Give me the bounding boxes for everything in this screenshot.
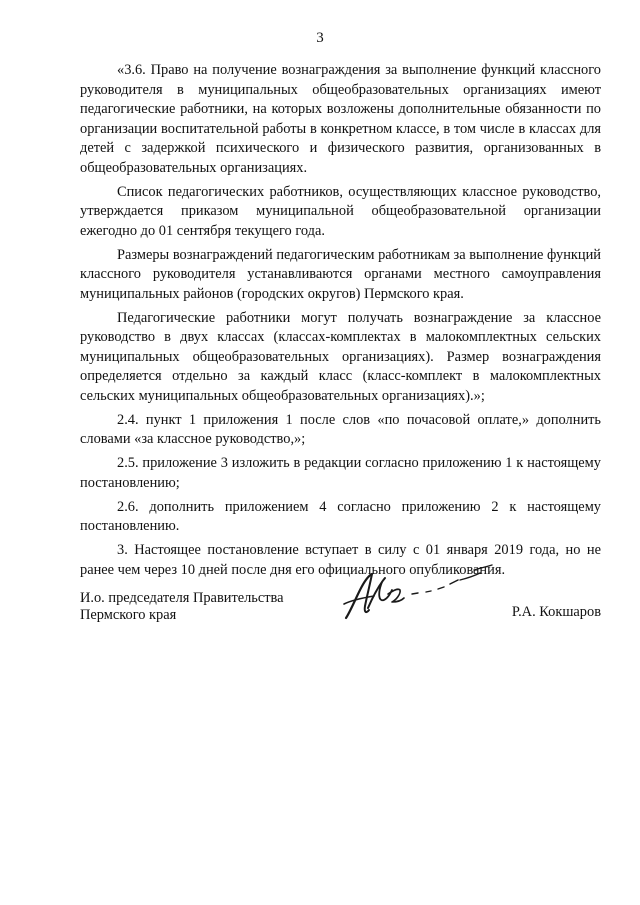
paragraph-2-4: 2.4. пункт 1 приложения 1 после слов «по почасовой оплате,» дополнить словами «за классное руководство,»;	[80, 411, 601, 448]
page-number: 3	[316, 30, 324, 46]
signatory-name: Р.А. Кокшаров	[511, 604, 601, 620]
handwritten-signature	[338, 560, 498, 626]
signatory-position	[80, 590, 284, 623]
document-body	[80, 61, 601, 584]
signatory-position-line1: И.о. председателя Правительства	[80, 590, 284, 606]
paragraph-2-5: 2.5. приложение 3 изложить в редакции согласно приложению 1 к настоящему постановлению;	[80, 455, 601, 491]
paragraph-2-6: 2.6. дополнить приложением 4 согласно приложению 2 к настоящему постановлению.	[80, 498, 601, 535]
paragraph-two-classes: Педагогические работники могут получать вознаграждение за классное руководство в двух классах (классах-комплектах в малокомплектных сельских муниципальных общеобразовательных организациях). Размер вознаграждения определяется отдельно за каждый класс (класс-комплект в малокомплектных сельских муниципальных общеобразовательных организациях).»;	[80, 309, 601, 405]
signatory-position-line2: Пермского края	[80, 606, 177, 623]
paragraph-teacher-list: Список педагогических работников, осуществляющих классное руководство, утверждается приказом муниципальной общеобразовательной организации ежегодно до 01 сентября текущего года.	[80, 183, 601, 239]
paragraph-reward-amounts: Размеры вознаграждений педагогическим работникам за выполнение функций классного руководителя устанавливаются органами местного самоуправления муниципальных районов (городских округов) Пермского края.	[80, 246, 601, 302]
paragraph-3-6: «3.6. Право на получение вознаграждения за выполнение функций классного руководителя в муниципальных общеобразовательных организациях имеют педагогические работники, на которых возложены дополнительные обязанности по организации воспитательной работы в конкретном классе, в том числе в классах для детей с задержкой психического и физического развития, организованных в общеобразовательных организациях.	[80, 62, 601, 176]
paragraph-3-effective-date: 3. Настоящее постановление вступает в силу с 01 января 2019 года, но не ранее чем через 10 дней после дня его официального опубликования.	[80, 541, 601, 578]
